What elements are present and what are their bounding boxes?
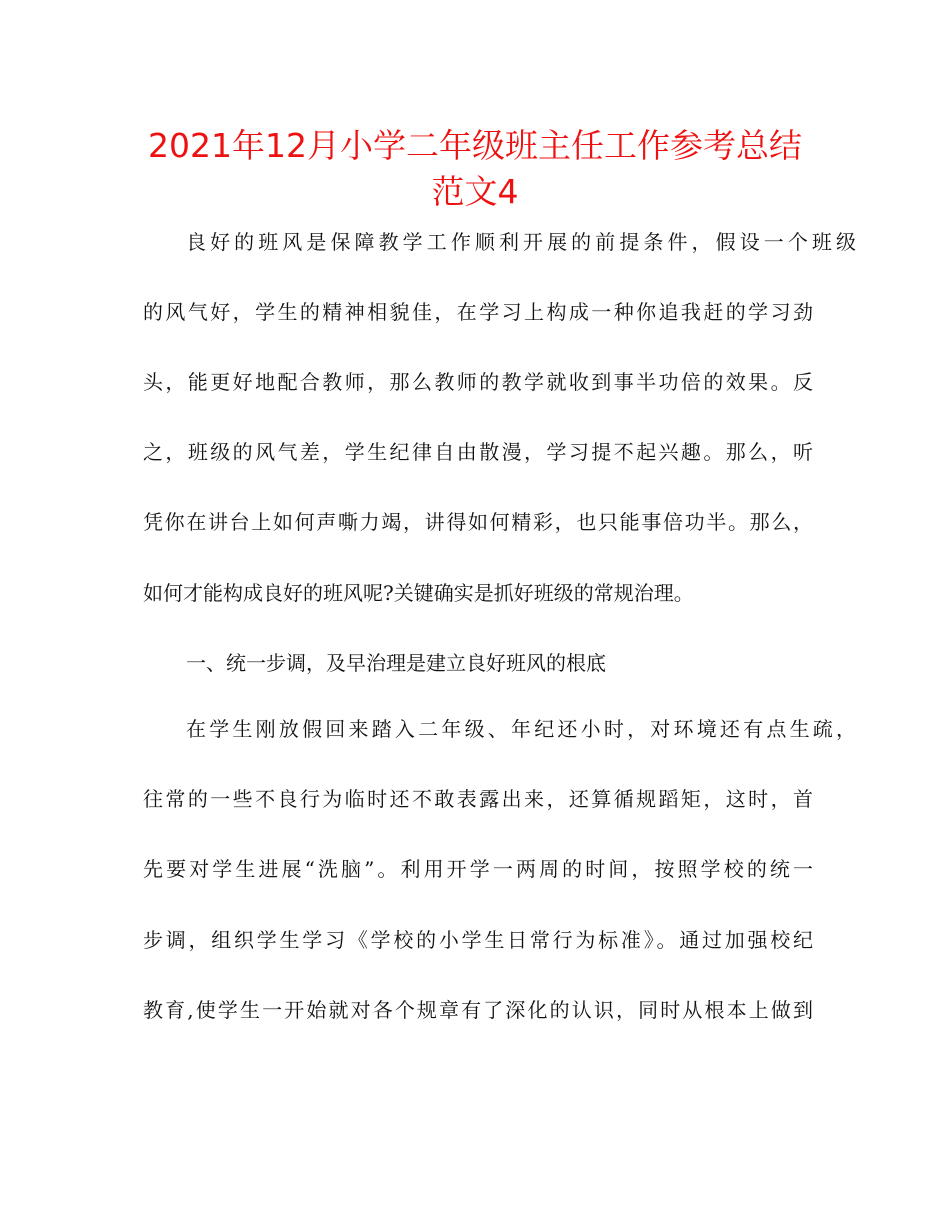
section-heading-1: 一、统一步调，及早治理是建立良好班风的根底 [186, 651, 606, 675]
paragraph-2-line-4: 步调，组织学生学习《学校的小学生日常行为标准》。通过加强校纪 [143, 928, 813, 952]
paragraph-1-line-4: 之，班级的风气差，学生纪律自由散漫，学习提不起兴趣。那么，听 [143, 440, 813, 464]
paragraph-1-line-1: 良好的班风是保障教学工作顺利开展的前提条件，假设一个班级 [186, 230, 856, 254]
document-title-line-1: 2021年12月小学二年级班主任工作参考总结 [148, 126, 802, 165]
document-title-line-2: 范文4 [431, 172, 519, 211]
paragraph-2-line-2: 往常的一些不良行为临时还不敢表露出来，还算循规蹈矩，这时，首 [143, 787, 813, 811]
paragraph-2-line-5: 教育,使学生一开始就对各个规章有了深化的认识，同时从根本上做到 [143, 998, 813, 1022]
paragraph-1-line-3: 头，能更好地配合教师，那么教师的教学就收到事半功倍的效果。反 [143, 370, 813, 394]
paragraph-2-line-3: 先要对学生进展“洗脑”。利用开学一两周的时间，按照学校的统一 [143, 857, 813, 881]
paragraph-1-line-5: 凭你在讲台上如何声嘶力竭，讲得如何精彩，也只能事倍功半。那么， [143, 510, 813, 534]
paragraph-1-line-6: 如何才能构成良好的班风呢?关键确实是抓好班级的常规治理。 [143, 581, 694, 605]
paragraph-2-line-1: 在学生刚放假回来踏入二年级、年纪还小时，对环境还有点生疏， [186, 717, 856, 741]
paragraph-1-line-2: 的风气好，学生的精神相貌佳，在学习上构成一种你追我赶的学习劲 [143, 300, 813, 324]
